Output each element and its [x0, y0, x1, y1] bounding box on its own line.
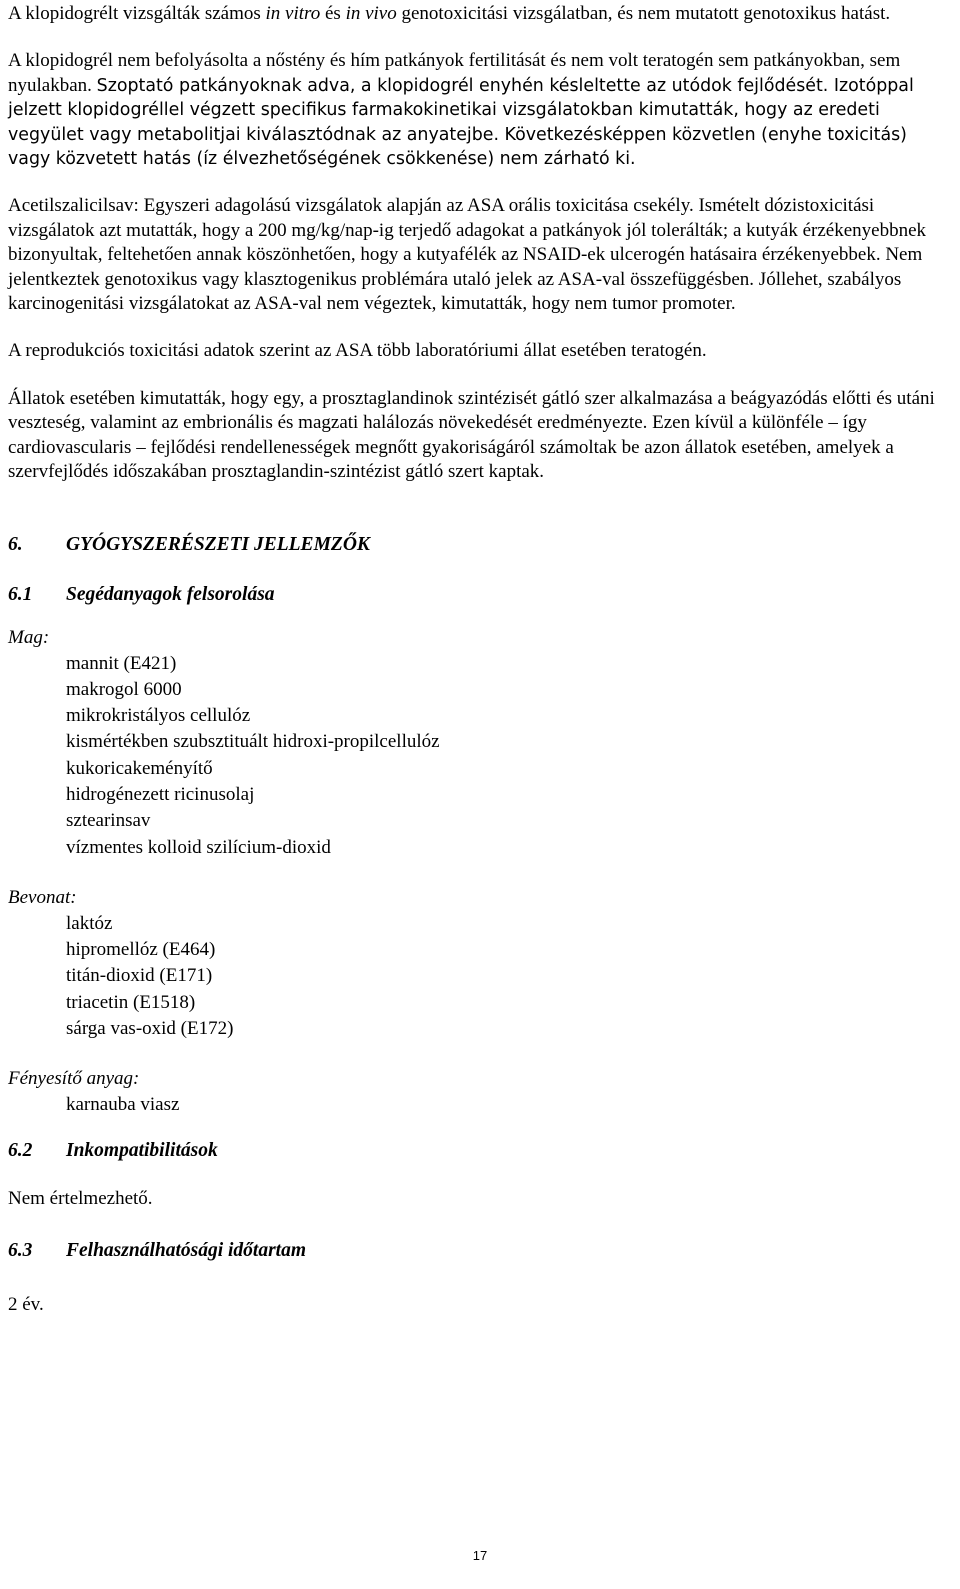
section-title: Inkompatibilitások [66, 1139, 218, 1161]
core-list [8, 651, 952, 861]
list-item: hipromellóz (E464) [66, 939, 216, 961]
text: genotoxicitási vizsgálatban, és nem mutatott genotoxikus hatást. [396, 3, 891, 24]
section-number: 6.2 [8, 1139, 33, 1161]
section-6-3-heading [8, 1239, 952, 1263]
shelf-life-text: 2 év. [8, 1294, 44, 1316]
section-title: GYÓGYSZERÉSZETI JELLEMZŐK [66, 533, 370, 555]
paragraph-prostaglandin: Állatok esetében kimutatták, hogy egy, a prosztaglandinok szintézisét gátló szer alkalmazása a beágyazódás előtti és utáni veszteség, valamint az embrionális és magzati halálozás növekedését eredményezte. Ezen kívül a különféle – így cardiovascularis – fejlődési rendellenességek megnőtt gyakoriságáról számoltak be azon állatok esetében, amelyek a szervfejlődés időszakában prosztaglandin-szintézist gátló szert kaptak. [8, 387, 935, 483]
list-item: mikrokristályos cellulóz [66, 705, 251, 727]
list-item: hidrogénezett ricinusolaj [66, 783, 255, 805]
list-item: kukoricakeményítő [66, 757, 213, 779]
list-item: vízmentes kolloid szilícium-dioxid [66, 836, 331, 858]
section-number: 6.3 [8, 1240, 33, 1262]
paragraph-fertility [8, 49, 952, 171]
core-label: Mag: [8, 626, 50, 648]
section-number: 6. [8, 533, 23, 555]
text: A klopidogrélt vizsgálták számos [8, 3, 266, 24]
incompatibility-text: Nem értelmezhető. [8, 1187, 153, 1209]
paragraph-asa-toxicity: Acetilszalicilsav: Egyszeri adagolású vizsgálatok alapján az ASA orális toxicitása csekély. Ismételt dózistoxicitási vizsgálatok azt mutatták, hogy a 200 mg/kg/nap-ig terjedő adagokat a patkányok jól tolerálták; a kutyák érzékenyebbnek bizonyultak, feltehetően annak köszönhetően, hogy a kutyafélék az NSAID-ek ulcerogén hatásaira érzékenyebbek. Nem jelentkeztek genotoxikus vagy klasztogenikus problémára utaló jelek az ASA-val összefüggésben. Jóllehet, szabályos karcinogenitási vizsgálatokat az ASA-val nem végeztek, kimutatták, hogy nem tumor promoter. [8, 195, 927, 315]
text-italic: in vivo [345, 3, 397, 24]
list-item: sárga vas-oxid (E172) [66, 1018, 234, 1040]
section-number: 6.1 [8, 583, 33, 605]
section-6-heading [8, 533, 952, 557]
polish-list [8, 1092, 952, 1118]
text-sans: Szoptató patkányoknak adva, a klopidogrél enyhén késleltette az utódok fejlődését. Izotóppal jelzett klopidogréllel végzett specifikus farmakokinetikai vizsgálatokban kimutatták, hogy az eredeti vegyület vagy metabolitjai kiválasztódnak az anyatejbe. Következésképpen közvetlen (enyhe toxicitás) vagy közvetett hatás (íz élvezhetőségének csökkenése) nem zárható ki. [8, 75, 914, 170]
text: A klopidogrél nem befolyásolta a nőstény és hím patkányok fertilitását és nem volt teratogén sem patkányokban, sem nyulakban. [8, 50, 901, 96]
list-item: makrogol 6000 [66, 678, 182, 700]
page-number: 17 [472, 1548, 488, 1563]
coating-label: Bevonat: [8, 886, 77, 908]
coating-list [8, 911, 952, 1042]
section-6-2-heading [8, 1139, 952, 1163]
section-6-1-heading [8, 583, 952, 607]
paragraph-reproductive: A reprodukciós toxicitási adatok szerint az ASA több laboratóriumi állat esetében teratogén. [8, 340, 707, 362]
polish-label: Fényesítő anyag: [8, 1068, 140, 1090]
list-item: titán-dioxid (E171) [66, 965, 213, 987]
list-item: karnauba viasz [66, 1094, 180, 1116]
paragraph-genotoxicity [8, 0, 952, 26]
list-item: kismértékben szubsztituált hidroxi-propilcellulóz [66, 731, 440, 753]
document-page [8, 0, 952, 1317]
list-item: laktóz [66, 912, 113, 934]
section-title: Segédanyagok felsorolása [66, 583, 275, 605]
list-item: triacetin (E1518) [66, 991, 196, 1013]
list-item: sztearinsav [66, 810, 151, 832]
section-title: Felhasználhatósági időtartam [66, 1240, 307, 1262]
list-item: mannit (E421) [66, 652, 177, 674]
text: és [320, 3, 346, 24]
text-italic: in vitro [265, 3, 321, 24]
